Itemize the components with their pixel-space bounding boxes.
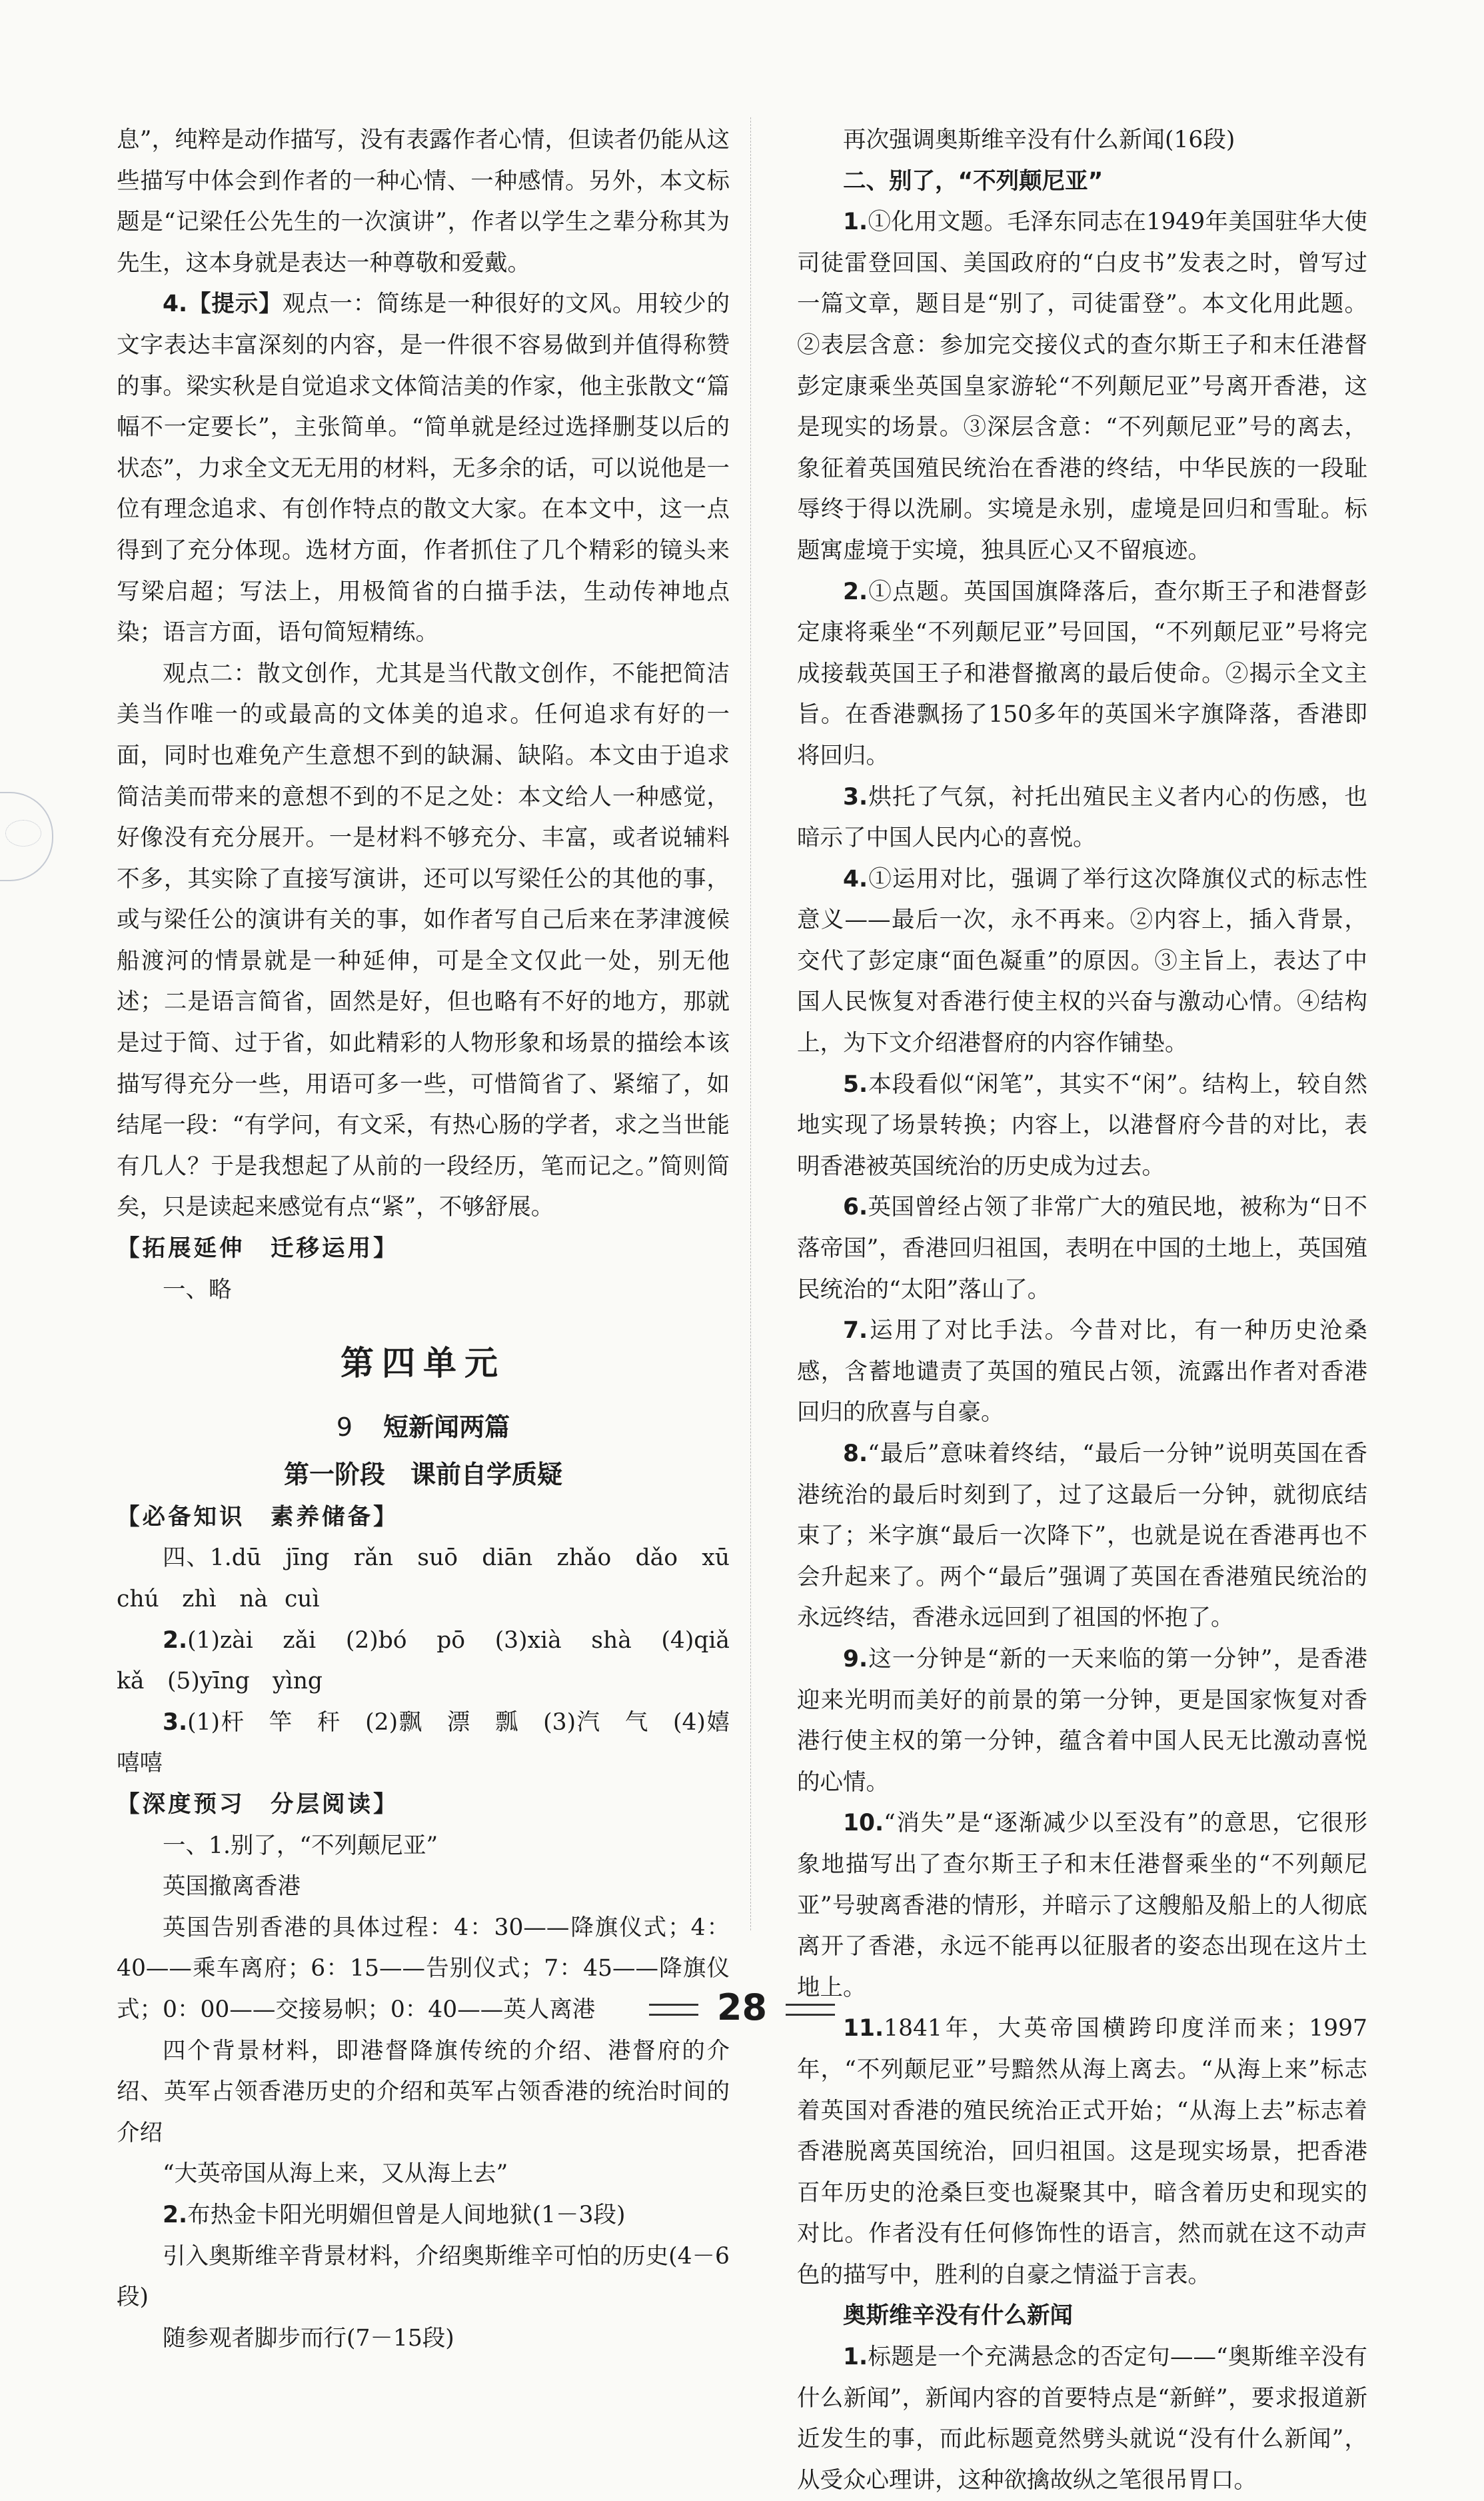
paragraph-text: 英国曾经占领了非常广大的殖民地，被称为“日不落帝国”，香港回归祖国，表明在中国的土地上，英国殖民统治的“太阳”落山了。 (797, 1194, 1367, 1303)
side-stamp (0, 792, 53, 881)
subheading: 二、别了，“不列颠尼亚” (843, 167, 1104, 195)
column-divider (750, 117, 752, 1930)
paragraph (797, 2337, 1367, 2501)
item-number: 8. (843, 1440, 868, 1467)
paragraph (797, 777, 1367, 859)
paragraph: 四个背景材料，即港督降旗传统的介绍、港督府的介绍、英军占领香港历史的介绍和英军占领香港的统治时间的介绍 (117, 2037, 730, 2146)
pinyin-answers: 四、1.dū jīng rǎn suō diān zhǎo dǎo xū chú zhì nà cuì (117, 1544, 753, 1612)
section-band (117, 1784, 730, 1826)
paragraph (797, 202, 1367, 571)
item-number: 4. (163, 291, 188, 318)
paragraph-text: 布热金卡阳光明媚但曾是人间地狱(1－3段) (187, 2201, 626, 2228)
page-number-ornament (649, 2004, 698, 2016)
pinyin-answers (117, 1620, 753, 1702)
stage-title: 第一阶段 课前自学质疑 (283, 1460, 562, 1490)
paragraph: 英国撤离香港 (163, 1873, 301, 1900)
subheading: 奥斯维辛没有什么新闻 (843, 2302, 1073, 2330)
paragraph: 再次强调奥斯维辛没有什么新闻(16段) (843, 127, 1235, 153)
paragraph (797, 859, 1367, 1065)
section-band-label: 【必备知识 素养储备】 (117, 1503, 399, 1530)
paragraph (797, 2008, 1367, 2296)
paragraph: “大英帝国从海上来，又从海上去” (163, 2160, 508, 2188)
item-number: 6. (843, 1194, 868, 1221)
paragraph-text: “消失”是“逐渐减少以至没有”的意思，它很形象地描写出了查尔斯王子和末任港督乘坐的“不列颠尼亚”号驶离香港的情形，并暗示了这艘船及船上的人彻底离开了香港，永远不能再以征服者的姿态出现在这片土地上。 (797, 1810, 1367, 2001)
paragraph-text: ①运用对比，强调了举行这次降旗仪式的标志性意义——最后一次，永不再来。②内容上，插入背景，交代了彭定康“面色凝重”的原因。③主旨上，表达了中国人民恢复对香港行使主权的兴奋与激动心情。④结构上，为下文介绍港督府的内容作铺垫。 (797, 865, 1367, 1057)
item-number: 2. (843, 578, 868, 605)
item-number: 9. (843, 1645, 868, 1672)
section-band (117, 1229, 730, 1270)
chapter-number: 9 (336, 1412, 353, 1442)
paragraph (117, 284, 730, 653)
unit-title: 第四单元 (341, 1343, 506, 1383)
chapter-name: 短新闻两篇 (383, 1412, 510, 1442)
paragraph (797, 1310, 1367, 1434)
item-number: 2. (163, 2201, 188, 2228)
item-number: 1. (843, 2344, 868, 2371)
item-number: 1. (843, 209, 868, 236)
paragraph (797, 1065, 1367, 1188)
page-number-text: 28 (716, 1986, 768, 2028)
page-number-ornament (786, 2004, 835, 2016)
paragraph-text: 1841年，大英帝国横跨印度洋而来；1997年，“不列颠尼亚”号黯然从海上离去。“从海上来”标志着英国对香港的殖民统治正式开始；“从海上去”标志着香港脱离英国统治，回归祖国。这是现实场景，把香港百年历史的沧桑巨变也凝聚其中，暗含着历史和现实的对比。作者没有任何修饰性的语言，然而就在这不动声色的描写中，胜利的自豪之情溢于言表。 (797, 2015, 1367, 2288)
section-band (117, 1497, 730, 1538)
paragraph-text: 本段看似“闲笔”，其实不“闲”。结构上，较自然地实现了场景转换；内容上，以港督府今昔的对比，表明香港被英国统治的历史成为过去。 (797, 1071, 1367, 1180)
paragraph: 引入奥斯维辛背景材料，介绍奥斯维辛可怕的历史(4－6段) (117, 2242, 730, 2311)
paragraph-text: ①化用文题。毛泽东同志在1949年美国驻华大使司徒雷登回国、美国政府的“白皮书”发表之时，曾写过一篇文章，题目是“别了，司徒雷登”。本文化用此题。②表层含意：参加完交接仪式的查尔斯王子和末任港督彭定康乘坐英国皇家游轮“不列颠尼亚”号离开香港，这是现实的场景。③深层含意：“不列颠尼亚”号的离去，象征着英国殖民统治在香港的终结，中华民族的一段耻辱终于得以洗刷。实境是永别，虚境是回归和雪耻。标题寓虚境于实境，独具匠心又不留痕迹。 (797, 209, 1367, 564)
item-number: 5. (843, 1071, 868, 1098)
item-number: 4. (843, 865, 868, 893)
item-number: 10. (843, 1810, 884, 1837)
paragraph (117, 2195, 730, 2236)
item-number: 11. (843, 2015, 884, 2042)
paragraph-text: 观点一：简练是一种很好的文风。用较少的文字表达丰富深刻的内容，是一件很不容易做到并值得称赞的事。梁实秋是自觉追求文体简洁美的作家，他主张散文“篇幅不一定要长”，主张简单。“简单就是经过选择删芟以后的状态”，力求全文无无用的材料，无多余的话，可以说他是一位有理念追求、有创作特点的散文大家。在本文中，这一点得到了充分体现。选材方面，作者抓住了几个精彩的镜头来写梁启超；写法上，用极简省的白描手法，生动传神地点染；语言方面，语句简短精练。 (117, 291, 730, 647)
paragraph-text: 烘托了气氛，衬托出殖民主义者内心的伤感，也暗示了中国人民内心的喜悦。 (797, 783, 1367, 852)
chapter-title (117, 1405, 730, 1449)
item-number: 3. (163, 1708, 188, 1736)
paragraph (797, 1187, 1367, 1310)
paragraph: 随参观者脚步而行(7－15段) (163, 2324, 454, 2352)
paragraph: 一、1.别了，“不列颠尼亚” (163, 1832, 438, 1859)
page-number (0, 1986, 1484, 2028)
paragraph-text: ①点题。英国国旗降落后，查尔斯王子和港督彭定康将乘坐“不列颠尼亚”号回国，“不列颠尼亚”号将完成接载英国王子和港督撤离的最后使命。②揭示全文主旨。在香港飘扬了150多年的英国米字旗降落，香港即将回归。 (797, 578, 1367, 769)
paragraph-text: (1)杆 竿 秆 (2)飘 漂 瓢 (3)汽 气 (4)嬉 嘻嘻 (117, 1708, 753, 1777)
paragraph: 息”，纯粹是动作描写，没有表露作者心情，但读者仍能从这些描写中体会到作者的一种心情、一种感情。另外，本文标题是“记梁任公先生的一次演讲”，作者以学生之辈分称其为先生，这本身就是表达一种尊敬和爱戴。 (117, 127, 730, 277)
paragraph-text: 这一分钟是“新的一天来临的第一分钟”，是香港迎来光明而美好的前景的第一分钟，更是国家恢复对香港行使主权的第一分钟，蕴含着中国人民无比激动喜悦的心情。 (797, 1645, 1367, 1796)
paragraph: 英国告别香港的具体过程：4：30——降旗仪式；4：40——乘车离府；6：15——告别仪式；7：45——降旗仪式；0：00——交接易帜；0：40——英人离港 (117, 1914, 730, 2023)
paragraph: 观点二：散文创作，尤其是当代散文创作，不能把简洁美当作唯一的或最高的文体美的追求。任何追求有好的一面，同时也难免产生意想不到的缺漏、缺陷。本文由于追求简洁美而带来的意想不到的不足之处：本文给人一种感觉，好像没有充分展开。一是材料不够充分、丰富，或者说辅料不多，其实除了直接写演讲，还可以写梁任公的其他的事，或与梁任公的演讲有关的事，如作者写自己后来在茅津渡候船渡河的情景就是一种延伸，可是全文仅此一处，别无他述；二是语言简省，固然是好，但也略有不好的地方，那就是过于简、过于省，如此精彩的人物形象和场景的描绘本该描写得充分一些，用语可多一些，可惜简省了、紧缩了，如结尾一段：“有学问，有文采，有热心肠的学者，求之当世能有几人？于是我想起了从前的一段经历，笔而记之。”简则简矣，只是读起来感觉有点“紧”，不够舒展。 (117, 660, 730, 1221)
section-band-label: 【深度预习 分层阅读】 (117, 1790, 399, 1818)
character-answers (117, 1702, 753, 1784)
paragraph (797, 1434, 1367, 1639)
stamp-seal (5, 820, 41, 847)
hint-tag: 【提示】 (187, 291, 283, 318)
item-number: 2. (163, 1626, 188, 1654)
paragraph-text: (1)zài zǎi (2)bó pō (3)xià shà (4)qiǎ kǎ (5)yīng yìng (117, 1626, 753, 1695)
paragraph-text: 运用了对比手法。今昔对比，有一种历史沧桑感，含蓄地谴责了英国的殖民占领，流露出作者对香港回归的欣喜与自豪。 (797, 1317, 1367, 1426)
right-column (797, 120, 1367, 2501)
paragraph-text: “最后”意味着终结，“最后一分钟”说明英国在香港统治的最后时刻到了，过了这最后一分钟，就彻底结束了；米字旗“最后一次降下”，也就是说在香港再也不会升起来了。两个“最后”强调了英国在香港殖民统治的永远终结，香港永远回到了祖国的怀抱了。 (797, 1440, 1367, 1632)
paragraph-text: 标题是一个充满悬念的否定句——“奥斯维辛没有什么新闻”，新闻内容的首要特点是“新鲜”，要求报道新近发生的事，而此标题竟然劈头就说“没有什么新闻”，从受众心理讲，这种欲擒故纵之笔很吊胃口。 (797, 2344, 1367, 2494)
paragraph (797, 572, 1367, 777)
paragraph: 一、略 (163, 1276, 232, 1303)
item-number: 3. (843, 783, 868, 811)
item-number: 7. (843, 1317, 868, 1344)
paragraph (797, 1639, 1367, 1803)
paragraph (797, 1803, 1367, 2008)
section-band-label: 【拓展延伸 迁移运用】 (117, 1235, 399, 1262)
